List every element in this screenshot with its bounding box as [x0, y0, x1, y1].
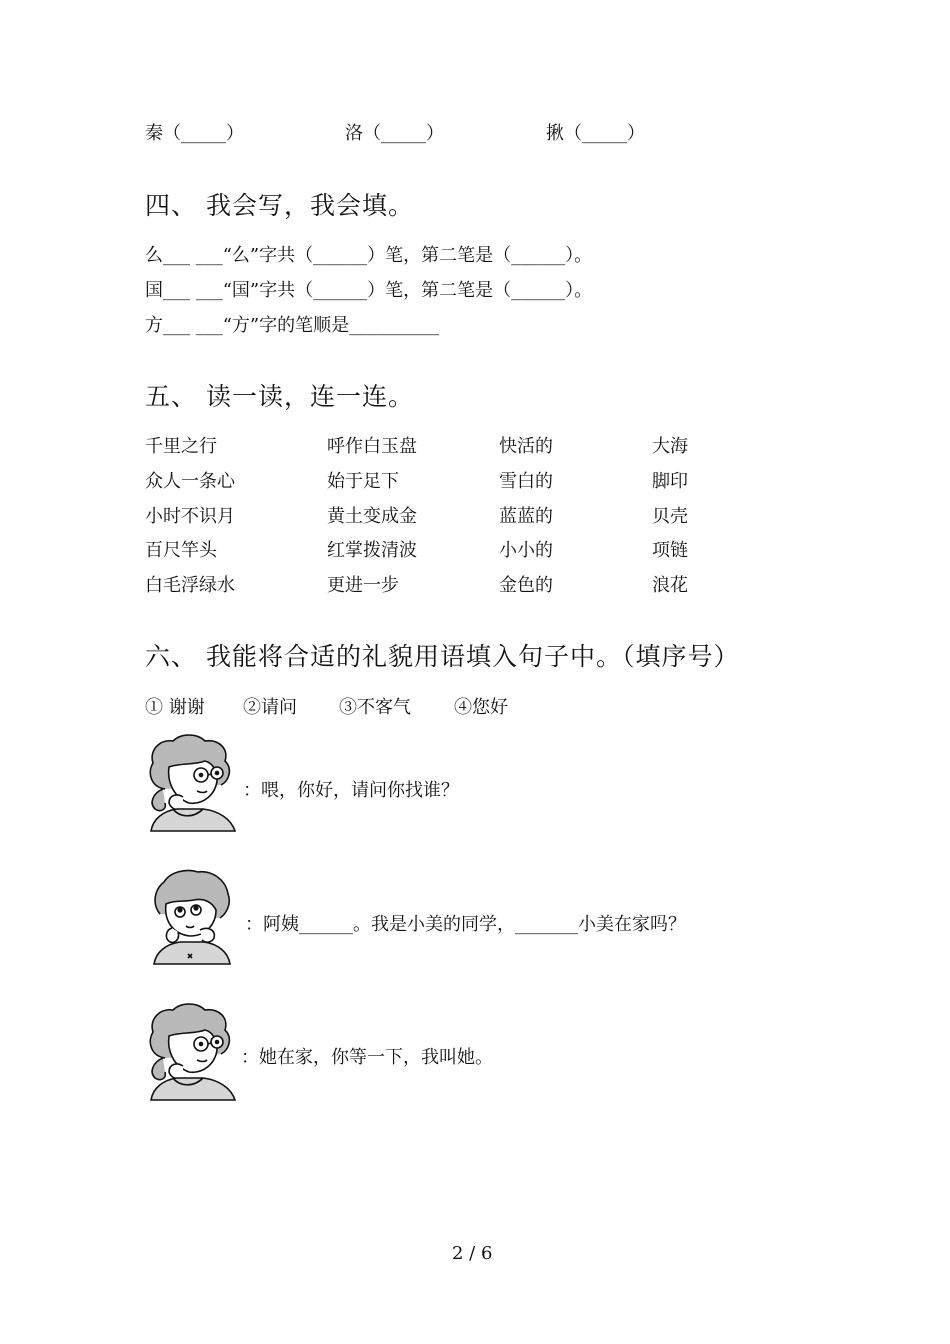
girl-thinking-icon: [150, 868, 234, 968]
page-number: 2 / 6: [452, 1243, 493, 1264]
list-item: 始于足下: [327, 471, 399, 492]
list-item: 呼作白玉盘: [327, 436, 417, 457]
section-6-heading: 六、 我能将合适的礼貌用语填入句子中。（填序号）: [145, 642, 740, 671]
section-4-heading: 四、 我会写，我会填。: [145, 191, 414, 220]
list-item: 雪白的: [499, 471, 553, 492]
option-2: ②请问: [243, 697, 297, 718]
list-item: 小时不识月: [145, 506, 235, 527]
list-item: 黄土变成金: [327, 506, 417, 527]
pinyin-item-1: 秦（_____）: [145, 123, 244, 144]
write-line-3: 方___ ___“方”字的笔顺是__________: [145, 315, 440, 336]
list-item: 贝壳: [652, 506, 688, 527]
girl-glasses-icon: [143, 1002, 239, 1106]
girl-glasses-icon: [143, 733, 239, 837]
list-item: 众人一条心: [145, 471, 235, 492]
list-item: 脚印: [652, 471, 688, 492]
list-item: 大海: [652, 436, 688, 457]
list-item: 金色的: [499, 575, 553, 596]
list-item: 白毛浮绿水: [145, 575, 235, 596]
list-item: 项链: [652, 540, 688, 561]
dialog-line-3: ：她在家，你等一下，我叫她。: [241, 1047, 493, 1068]
list-item: 浪花: [652, 575, 688, 596]
write-line-1: 么___ ___“么”字共（______）笔，第二笔是（______）。: [145, 245, 593, 266]
option-1: ① 谢谢: [145, 697, 205, 718]
option-3: ③不客气: [339, 697, 411, 718]
list-item: 快活的: [499, 436, 553, 457]
pinyin-item-2: 洛（_____）: [345, 123, 444, 144]
list-item: 更进一步: [327, 575, 399, 596]
list-item: 小小的: [499, 540, 553, 561]
option-4: ④您好: [454, 697, 508, 718]
pinyin-item-3: 揪（_____）: [546, 123, 645, 144]
write-line-2: 国___ ___“国”字共（______）笔，第二笔是（______）。: [145, 280, 593, 301]
list-item: 千里之行: [145, 436, 217, 457]
list-item: 红掌拨清波: [327, 540, 417, 561]
dialog-line-1: ：喂，你好，请问你找谁？: [243, 780, 459, 801]
list-item: 百尺竿头: [145, 540, 217, 561]
dialog-line-2: ：阿姨______。我是小美的同学，_______小美在家吗？: [245, 914, 686, 935]
section-5-heading: 五、 读一读，连一连。: [145, 382, 414, 411]
list-item: 蓝蓝的: [499, 506, 553, 527]
